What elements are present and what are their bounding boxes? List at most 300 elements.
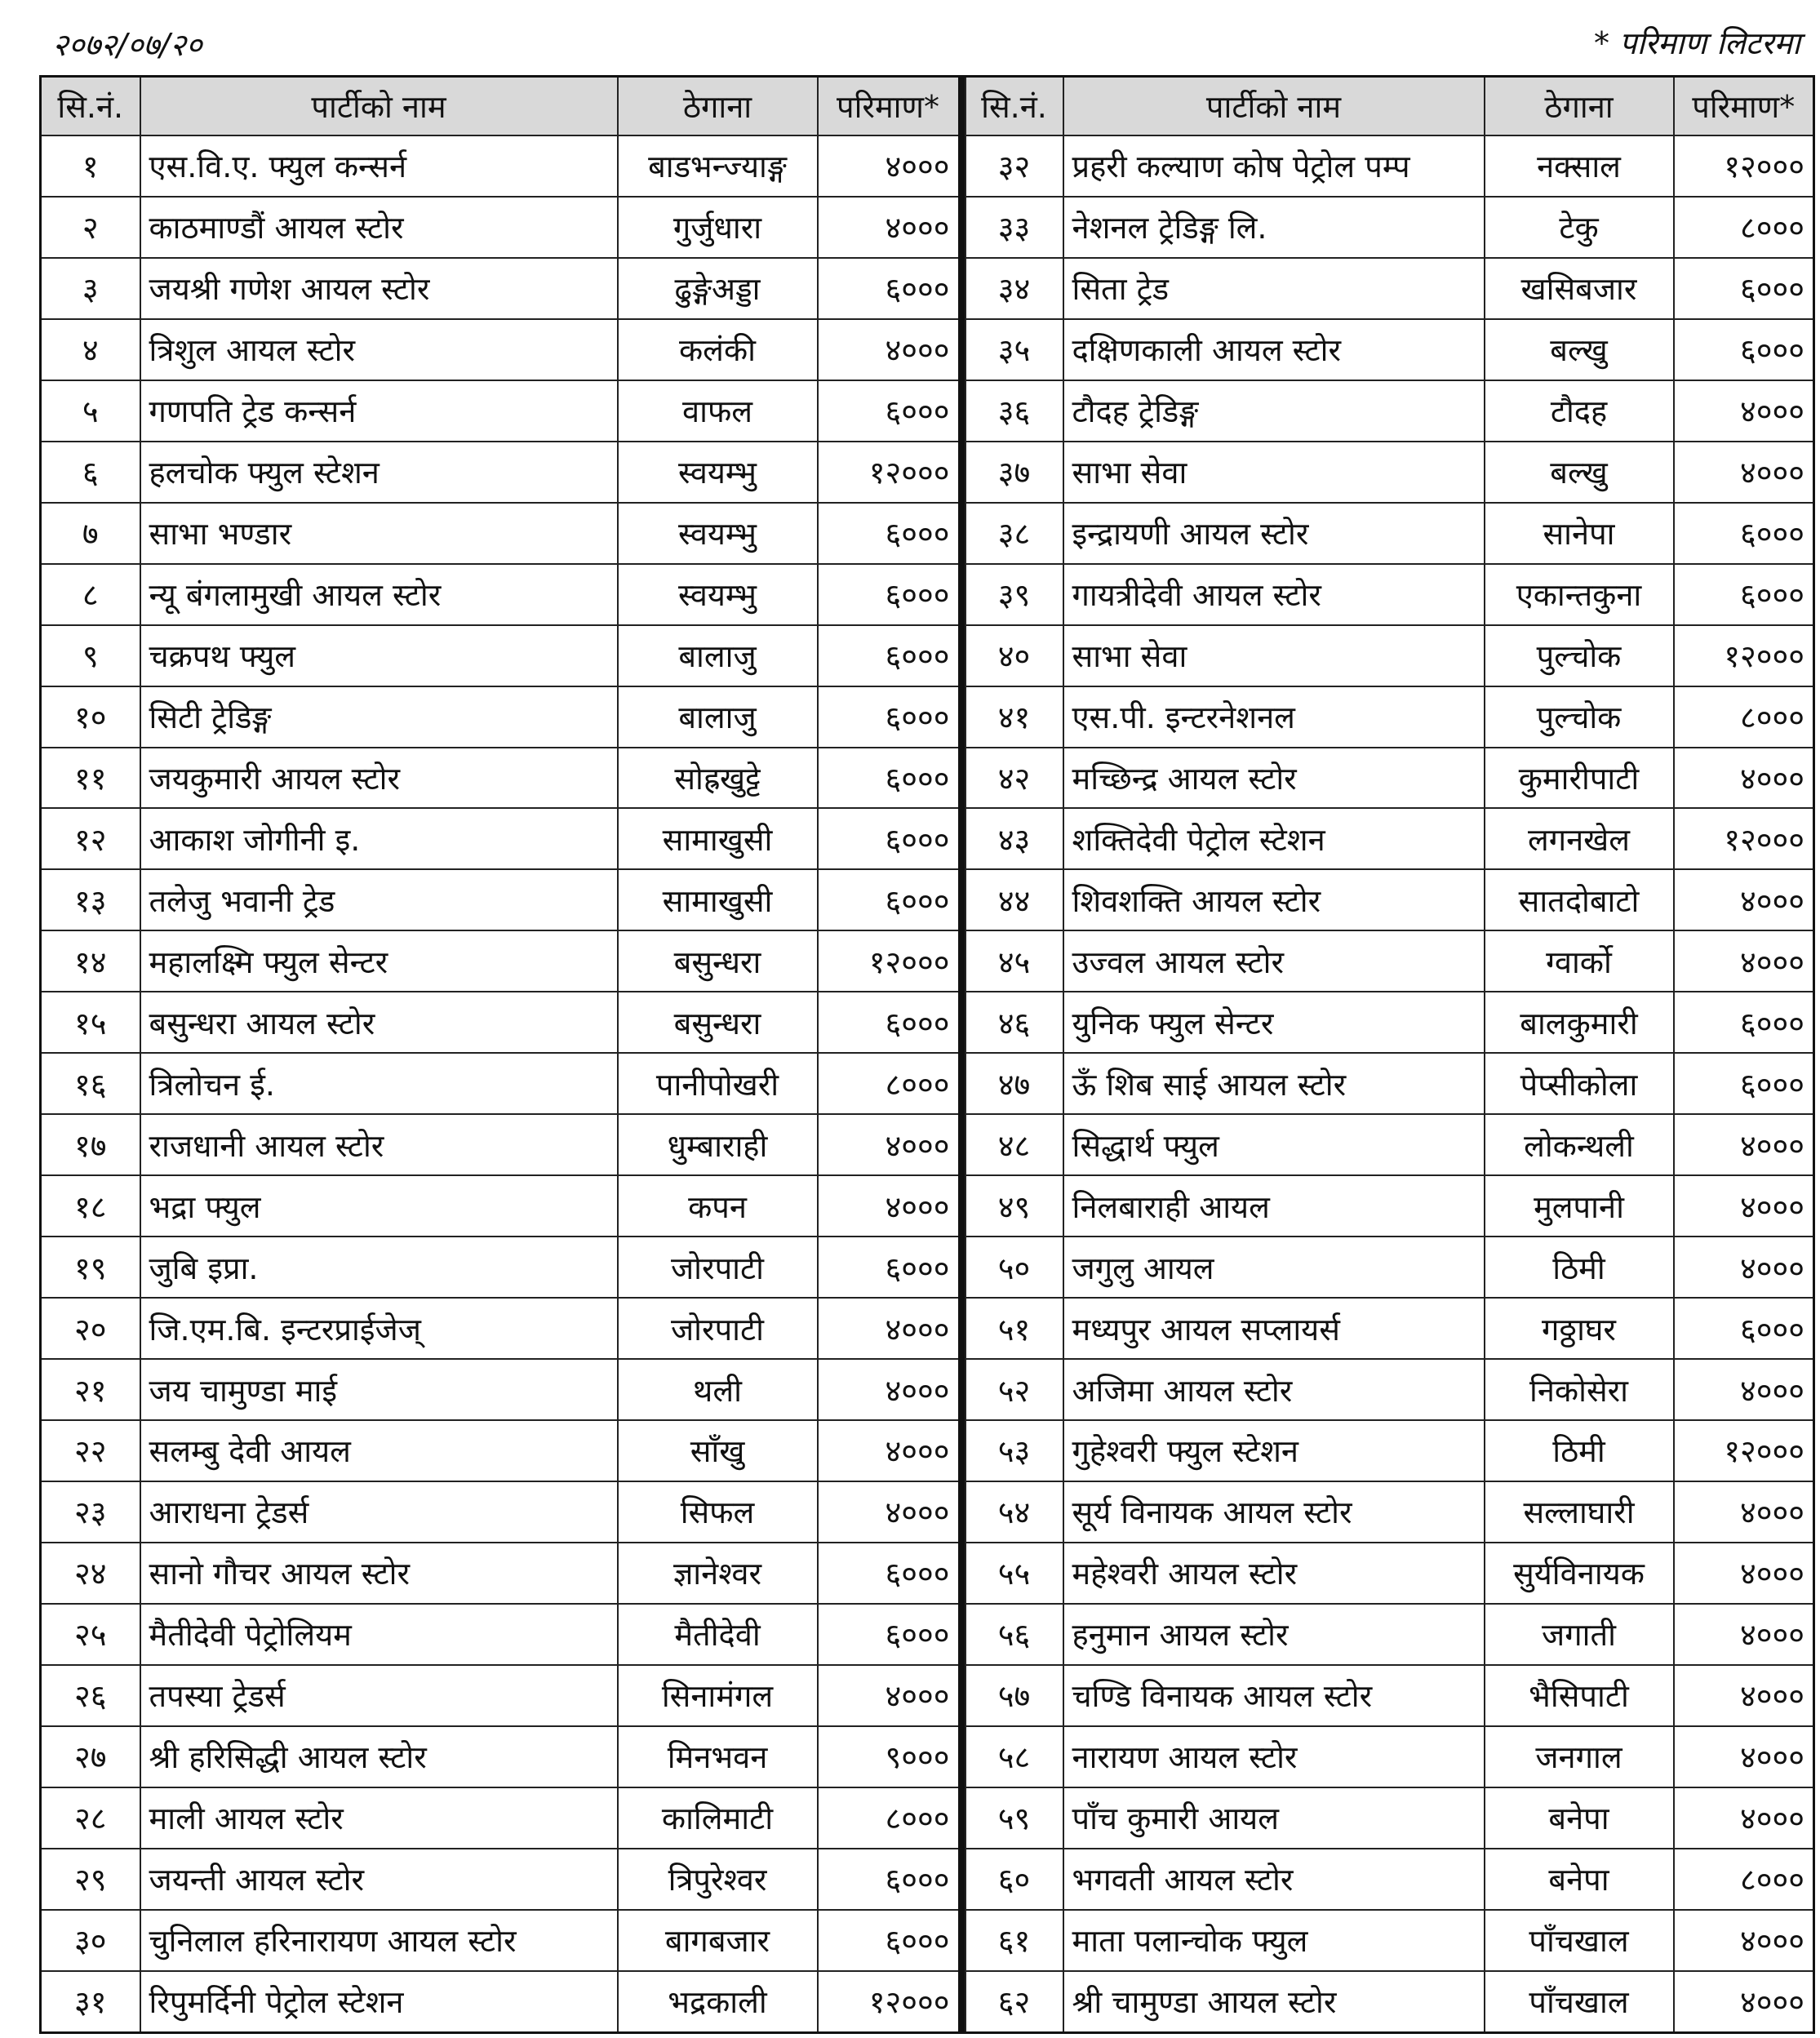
row-serial-number: ३६: [965, 380, 1063, 442]
row-address: मैतीदेवी: [618, 1604, 818, 1665]
row-address: भद्रकाली: [618, 1971, 818, 2033]
row-serial-number: १८: [41, 1175, 140, 1237]
table-row: [965, 748, 1814, 809]
row-serial-number: १४: [41, 930, 140, 992]
table-row: [41, 1053, 961, 1114]
row-serial-number: ४१: [965, 686, 1063, 748]
table-row: [41, 1114, 961, 1175]
row-address: टेकु: [1485, 197, 1674, 258]
row-serial-number: ८: [41, 564, 140, 625]
table-row: [41, 1604, 961, 1665]
row-party-name: साभा सेवा: [1063, 625, 1485, 686]
table-row: [41, 564, 961, 625]
row-party-name: सलम्बु देवी आयल: [140, 1420, 618, 1481]
row-serial-number: ५१: [965, 1298, 1063, 1359]
row-quantity: ४०००: [1674, 380, 1814, 442]
row-address: जोरपाटी: [618, 1237, 818, 1298]
row-party-name: जय चामुण्डा माई: [140, 1359, 618, 1420]
row-quantity: ६०००: [818, 1604, 961, 1665]
row-party-name: रिपुमर्दिनी पेट्रोल स्टेशन: [140, 1971, 618, 2033]
table-row: [41, 1298, 961, 1359]
table-row: [965, 1604, 1814, 1665]
row-address: बसुन्धरा: [618, 930, 818, 992]
row-address: पेप्सीकोला: [1485, 1053, 1674, 1114]
row-quantity: ४०००: [1674, 1910, 1814, 1971]
table-row: [965, 1849, 1814, 1910]
row-party-name: आराधना ट्रेडर्स: [140, 1481, 618, 1543]
row-serial-number: ६१: [965, 1910, 1063, 1971]
table-row: [965, 1787, 1814, 1849]
row-address: भैसिपाटी: [1485, 1665, 1674, 1726]
row-quantity: ६०००: [818, 1849, 961, 1910]
row-quantity: ४०००: [1674, 1604, 1814, 1665]
table-row: [965, 1175, 1814, 1237]
row-party-name: महेश्वरी आयल स्टोर: [1063, 1543, 1485, 1604]
row-party-name: टौदह ट्रेडिङ्ग: [1063, 380, 1485, 442]
row-party-name: पाँच कुमारी आयल: [1063, 1787, 1485, 1849]
row-quantity: ४०००: [818, 1175, 961, 1237]
row-quantity: ६०००: [1674, 319, 1814, 380]
row-serial-number: ५८: [965, 1726, 1063, 1787]
row-serial-number: ५६: [965, 1604, 1063, 1665]
row-serial-number: ३५: [965, 319, 1063, 380]
row-quantity: ४०००: [1674, 930, 1814, 992]
row-address: सल्लाघारी: [1485, 1481, 1674, 1543]
row-address: बसुन्धरा: [618, 992, 818, 1053]
row-address: ठिमी: [1485, 1237, 1674, 1298]
row-quantity: ६०००: [818, 748, 961, 809]
row-address: मुलपानी: [1485, 1175, 1674, 1237]
row-party-name: मच्छिन्द्र आयल स्टोर: [1063, 748, 1485, 809]
row-serial-number: ४४: [965, 869, 1063, 930]
row-serial-number: ३२: [965, 135, 1063, 197]
row-serial-number: ३१: [41, 1971, 140, 2033]
row-party-name: जयकुमारी आयल स्टोर: [140, 748, 618, 809]
row-address: कुमारीपाटी: [1485, 748, 1674, 809]
row-party-name: माली आयल स्टोर: [140, 1787, 618, 1849]
row-serial-number: १०: [41, 686, 140, 748]
row-party-name: चण्डि विनायक आयल स्टोर: [1063, 1665, 1485, 1726]
row-address: कपन: [618, 1175, 818, 1237]
header-party-name: पार्टीको नाम: [140, 77, 618, 136]
allocation-tables: [39, 75, 1809, 2034]
row-quantity: ८०००: [818, 1053, 961, 1114]
row-serial-number: ६०: [965, 1849, 1063, 1910]
row-quantity: ४०००: [1674, 1726, 1814, 1787]
row-serial-number: १३: [41, 869, 140, 930]
table-row: [965, 1543, 1814, 1604]
row-party-name: भद्रा फ्युल: [140, 1175, 618, 1237]
row-quantity: ४०००: [1674, 1114, 1814, 1175]
row-quantity: १२०००: [818, 1971, 961, 2033]
row-quantity: ६०००: [1674, 564, 1814, 625]
row-party-name: त्रिशुल आयल स्टोर: [140, 319, 618, 380]
row-party-name: नेशनल ट्रेडिङ्ग लि.: [1063, 197, 1485, 258]
row-serial-number: ३४: [965, 258, 1063, 319]
row-serial-number: २४: [41, 1543, 140, 1604]
table-row: [965, 808, 1814, 869]
table-row: [41, 1237, 961, 1298]
table-row: [965, 1237, 1814, 1298]
row-address: स्वयम्भु: [618, 503, 818, 564]
row-party-name: सिटी ट्रेडिङ्ग: [140, 686, 618, 748]
row-serial-number: १: [41, 135, 140, 197]
table-row: [41, 992, 961, 1053]
row-quantity: १२०००: [1674, 808, 1814, 869]
row-party-name: सूर्य विनायक आयल स्टोर: [1063, 1481, 1485, 1543]
row-party-name: इन्द्रायणी आयल स्टोर: [1063, 503, 1485, 564]
row-serial-number: २३: [41, 1481, 140, 1543]
row-quantity: १२०००: [818, 930, 961, 992]
row-quantity: ६०००: [818, 1910, 961, 1971]
row-party-name: भगवती आयल स्टोर: [1063, 1849, 1485, 1910]
table-row: [965, 1359, 1814, 1420]
row-quantity: ६०००: [1674, 1053, 1814, 1114]
row-quantity: ९०००: [818, 1726, 961, 1787]
row-serial-number: ६२: [965, 1971, 1063, 2033]
table-row: [965, 197, 1814, 258]
row-serial-number: २९: [41, 1849, 140, 1910]
table-row: [965, 1114, 1814, 1175]
row-serial-number: ५०: [965, 1237, 1063, 1298]
row-quantity: ६०००: [818, 992, 961, 1053]
table-row: [965, 1726, 1814, 1787]
row-serial-number: २७: [41, 1726, 140, 1787]
row-serial-number: ४०: [965, 625, 1063, 686]
row-quantity: ६०००: [818, 625, 961, 686]
row-address: पाँचखाल: [1485, 1910, 1674, 1971]
row-serial-number: ५७: [965, 1665, 1063, 1726]
row-address: त्रिपुरेश्वर: [618, 1849, 818, 1910]
row-serial-number: ४५: [965, 930, 1063, 992]
row-serial-number: ४८: [965, 1114, 1063, 1175]
table-row: [41, 808, 961, 869]
row-quantity: ४०००: [1674, 1665, 1814, 1726]
row-address: जोरपाटी: [618, 1298, 818, 1359]
row-address: लगनखेल: [1485, 808, 1674, 869]
row-quantity: १२०००: [1674, 625, 1814, 686]
row-party-name: एस.पी. इन्टरनेशनल: [1063, 686, 1485, 748]
row-party-name: जयश्री गणेश आयल स्टोर: [140, 258, 618, 319]
row-party-name: आकाश जोगीनी इ.: [140, 808, 618, 869]
row-party-name: प्रहरी कल्याण कोष पेट्रोल पम्प: [1063, 135, 1485, 197]
row-address: बालकुमारी: [1485, 992, 1674, 1053]
table-row: [965, 1665, 1814, 1726]
row-address: ढुङ्गेअड्डा: [618, 258, 818, 319]
row-address: पाँचखाल: [1485, 1971, 1674, 2033]
row-serial-number: ५: [41, 380, 140, 442]
table-row: [965, 564, 1814, 625]
row-party-name: गायत्रीदेवी आयल स्टोर: [1063, 564, 1485, 625]
row-address: गठ्ठाघर: [1485, 1298, 1674, 1359]
row-address: ठिमी: [1485, 1420, 1674, 1481]
row-serial-number: २८: [41, 1787, 140, 1849]
table-row: [965, 625, 1814, 686]
table-row: [41, 1726, 961, 1787]
row-address: साँखु: [618, 1420, 818, 1481]
row-quantity: ६०००: [818, 380, 961, 442]
table-row: [41, 1787, 961, 1849]
row-quantity: ४०००: [818, 1298, 961, 1359]
header-party-name: पार्टीको नाम: [1063, 77, 1485, 136]
row-serial-number: ३३: [965, 197, 1063, 258]
row-address: सुर्यविनायक: [1485, 1543, 1674, 1604]
table-row: [41, 1910, 961, 1971]
row-address: धुम्बाराही: [618, 1114, 818, 1175]
row-party-name: हनुमान आयल स्टोर: [1063, 1604, 1485, 1665]
row-quantity: ६०००: [818, 503, 961, 564]
row-party-name: शक्तिदेवी पेट्रोल स्टेशन: [1063, 808, 1485, 869]
row-party-name: चक्रपथ फ्युल: [140, 625, 618, 686]
table-row: [965, 1971, 1814, 2033]
row-party-name: जुबि इप्रा.: [140, 1237, 618, 1298]
row-party-name: शिवशक्ति आयल स्टोर: [1063, 869, 1485, 930]
row-address: बालाजु: [618, 686, 818, 748]
table-row: [965, 503, 1814, 564]
header-sn: सि.नं.: [965, 77, 1063, 136]
row-party-name: तलेजु भवानी ट्रेड: [140, 869, 618, 930]
table-row: [41, 1175, 961, 1237]
row-quantity: ४०००: [818, 1481, 961, 1543]
row-serial-number: २५: [41, 1604, 140, 1665]
row-quantity: ४०००: [1674, 442, 1814, 503]
table-row: [41, 1481, 961, 1543]
right-table-body: [965, 135, 1814, 2033]
table-row: [41, 1849, 961, 1910]
row-address: खसिबजार: [1485, 258, 1674, 319]
row-address: सातदोबाटो: [1485, 869, 1674, 930]
table-row: [41, 625, 961, 686]
row-serial-number: ५४: [965, 1481, 1063, 1543]
table-row: [41, 258, 961, 319]
table-row: [965, 258, 1814, 319]
table-row: [41, 197, 961, 258]
row-address: निकोसेरा: [1485, 1359, 1674, 1420]
table-row: [41, 503, 961, 564]
row-serial-number: ९: [41, 625, 140, 686]
row-party-name: सिता ट्रेड: [1063, 258, 1485, 319]
row-party-name: जगुलु आयल: [1063, 1237, 1485, 1298]
row-address: ग्वार्को: [1485, 930, 1674, 992]
row-quantity: ४०००: [1674, 1359, 1814, 1420]
header-sn: सि.नं.: [41, 77, 140, 136]
row-address: टौदह: [1485, 380, 1674, 442]
left-table: [39, 75, 965, 2034]
table-row: [965, 1420, 1814, 1481]
row-party-name: उज्वल आयल स्टोर: [1063, 930, 1485, 992]
table-row: [41, 930, 961, 992]
table-row: [965, 686, 1814, 748]
table-row: [41, 1543, 961, 1604]
row-address: स्वयम्भु: [618, 442, 818, 503]
row-quantity: ४०००: [1674, 1543, 1814, 1604]
table-row: [965, 1298, 1814, 1359]
row-address: बल्खु: [1485, 319, 1674, 380]
row-party-name: गणपति ट्रेड कन्सर्न: [140, 380, 618, 442]
row-party-name: साभा भण्डार: [140, 503, 618, 564]
unit-note: * परिमाण लिटरमा: [1593, 25, 1800, 61]
row-quantity: ४०००: [1674, 1787, 1814, 1849]
row-serial-number: ६: [41, 442, 140, 503]
left-header-row: [41, 77, 961, 136]
table-row: [41, 380, 961, 442]
row-quantity: ६०००: [1674, 258, 1814, 319]
row-party-name: श्री हरिसिद्धी आयल स्टोर: [140, 1726, 618, 1787]
row-serial-number: १६: [41, 1053, 140, 1114]
row-address: पुल्चोक: [1485, 686, 1674, 748]
row-serial-number: २०: [41, 1298, 140, 1359]
table-row: [41, 1971, 961, 2033]
row-serial-number: २: [41, 197, 140, 258]
row-party-name: युनिक फ्युल सेन्टर: [1063, 992, 1485, 1053]
row-serial-number: २१: [41, 1359, 140, 1420]
row-quantity: १२०००: [1674, 135, 1814, 197]
row-serial-number: ३९: [965, 564, 1063, 625]
row-quantity: ८०००: [818, 1787, 961, 1849]
row-address: पुल्चोक: [1485, 625, 1674, 686]
row-quantity: ४०००: [818, 135, 961, 197]
row-serial-number: ३८: [965, 503, 1063, 564]
table-row: [965, 1481, 1814, 1543]
row-quantity: ४०००: [818, 1420, 961, 1481]
row-serial-number: ४२: [965, 748, 1063, 809]
table-row: [41, 135, 961, 197]
table-row: [41, 1420, 961, 1481]
row-party-name: मध्यपुर आयल सप्लायर्स: [1063, 1298, 1485, 1359]
row-serial-number: ५५: [965, 1543, 1063, 1604]
row-serial-number: ४६: [965, 992, 1063, 1053]
row-quantity: ४०००: [1674, 1237, 1814, 1298]
row-party-name: मैतीदेवी पेट्रोलियम: [140, 1604, 618, 1665]
row-serial-number: ५२: [965, 1359, 1063, 1420]
row-quantity: ४०००: [1674, 1175, 1814, 1237]
row-serial-number: ४७: [965, 1053, 1063, 1114]
row-serial-number: ४३: [965, 808, 1063, 869]
row-serial-number: १५: [41, 992, 140, 1053]
row-serial-number: २२: [41, 1420, 140, 1481]
row-quantity: ६०००: [818, 1237, 961, 1298]
table-row: [41, 1359, 961, 1420]
row-quantity: १२०००: [1674, 1420, 1814, 1481]
row-party-name: दक्षिणकाली आयल स्टोर: [1063, 319, 1485, 380]
row-party-name: बसुन्धरा आयल स्टोर: [140, 992, 618, 1053]
row-serial-number: ११: [41, 748, 140, 809]
table-row: [41, 1665, 961, 1726]
row-party-name: चुनिलाल हरिनारायण आयल स्टोर: [140, 1910, 618, 1971]
row-party-name: हलचोक फ्युल स्टेशन: [140, 442, 618, 503]
table-row: [965, 319, 1814, 380]
row-quantity: ४०००: [818, 197, 961, 258]
row-party-name: महालक्ष्मि फ्युल सेन्टर: [140, 930, 618, 992]
row-serial-number: ५३: [965, 1420, 1063, 1481]
row-serial-number: १७: [41, 1114, 140, 1175]
row-party-name: काठमाण्डौं आयल स्टोर: [140, 197, 618, 258]
row-address: कालिमाटी: [618, 1787, 818, 1849]
row-address: बागबजार: [618, 1910, 818, 1971]
left-table-body: [41, 135, 961, 2033]
row-quantity: ६०००: [818, 564, 961, 625]
row-serial-number: १९: [41, 1237, 140, 1298]
row-serial-number: ४९: [965, 1175, 1063, 1237]
header-quantity: परिमाण*: [1674, 77, 1814, 136]
table-row: [965, 442, 1814, 503]
row-quantity: ६०००: [1674, 1298, 1814, 1359]
header-address: ठेगाना: [1485, 77, 1674, 136]
row-quantity: ८०००: [1674, 197, 1814, 258]
table-row: [965, 869, 1814, 930]
row-quantity: ४०००: [1674, 1971, 1814, 2033]
row-quantity: ४०००: [1674, 869, 1814, 930]
row-quantity: ६०००: [818, 869, 961, 930]
table-row: [41, 869, 961, 930]
row-quantity: ६०००: [818, 808, 961, 869]
row-party-name: ऊँ शिब साई आयल स्टोर: [1063, 1053, 1485, 1114]
row-address: सोह्रखुट्टे: [618, 748, 818, 809]
row-quantity: ६०००: [818, 1543, 961, 1604]
row-party-name: जि.एम.बि. इन्टरप्राईजेज्: [140, 1298, 618, 1359]
row-quantity: ४०००: [1674, 748, 1814, 809]
row-quantity: ६०००: [818, 258, 961, 319]
table-row: [965, 380, 1814, 442]
row-address: जगाती: [1485, 1604, 1674, 1665]
header-address: ठेगाना: [618, 77, 818, 136]
row-serial-number: ३०: [41, 1910, 140, 1971]
row-quantity: १२०००: [818, 442, 961, 503]
table-row: [965, 930, 1814, 992]
row-party-name: गुहेश्वरी फ्युल स्टेशन: [1063, 1420, 1485, 1481]
row-address: बनेपा: [1485, 1849, 1674, 1910]
row-address: बनेपा: [1485, 1787, 1674, 1849]
row-quantity: ४०००: [818, 1665, 961, 1726]
row-address: बल्खु: [1485, 442, 1674, 503]
row-party-name: जयन्ती आयल स्टोर: [140, 1849, 618, 1910]
row-party-name: सिद्धार्थ फ्युल: [1063, 1114, 1485, 1175]
row-party-name: अजिमा आयल स्टोर: [1063, 1359, 1485, 1420]
row-address: बालाजु: [618, 625, 818, 686]
row-party-name: न्यू बंगलामुखी आयल स्टोर: [140, 564, 618, 625]
table-row: [965, 1053, 1814, 1114]
table-row: [41, 686, 961, 748]
table-row: [41, 319, 961, 380]
row-quantity: ६०००: [1674, 992, 1814, 1053]
row-address: लोकन्थली: [1485, 1114, 1674, 1175]
row-address: गुर्जुधारा: [618, 197, 818, 258]
row-address: पानीपोखरी: [618, 1053, 818, 1114]
row-address: सानेपा: [1485, 503, 1674, 564]
row-address: थली: [618, 1359, 818, 1420]
row-quantity: ४०००: [818, 1359, 961, 1420]
table-row: [41, 748, 961, 809]
row-quantity: ४०००: [818, 1114, 961, 1175]
row-party-name: राजधानी आयल स्टोर: [140, 1114, 618, 1175]
row-quantity: ४०००: [818, 319, 961, 380]
document-date: २०७२/०७/२०: [52, 27, 202, 63]
row-address: बाडभन्ज्याङ्ग: [618, 135, 818, 197]
row-quantity: ४०००: [1674, 1481, 1814, 1543]
row-serial-number: ४: [41, 319, 140, 380]
table-row: [41, 442, 961, 503]
row-party-name: साभा सेवा: [1063, 442, 1485, 503]
row-address: सामाखुसी: [618, 808, 818, 869]
row-quantity: ६०००: [818, 686, 961, 748]
table-row: [965, 1910, 1814, 1971]
row-address: एकान्तकुना: [1485, 564, 1674, 625]
row-party-name: श्री चामुण्डा आयल स्टोर: [1063, 1971, 1485, 2033]
right-table: [965, 75, 1816, 2034]
row-quantity: ८०००: [1674, 1849, 1814, 1910]
row-address: सिफल: [618, 1481, 818, 1543]
right-header-row: [965, 77, 1814, 136]
